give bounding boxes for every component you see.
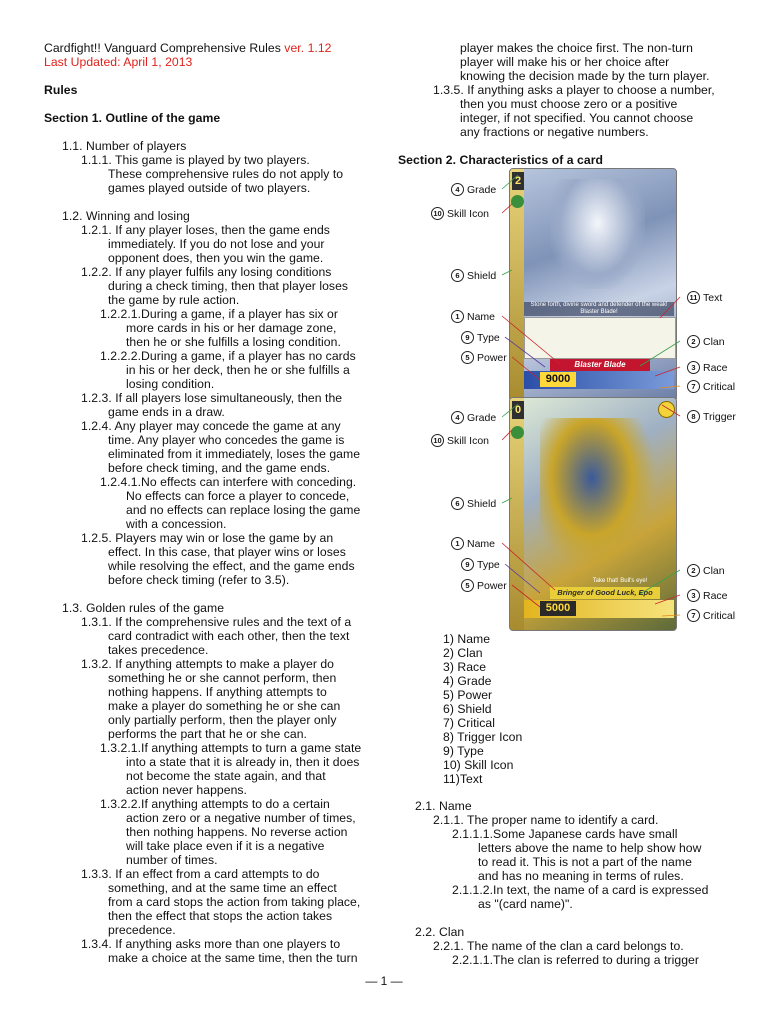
callout-text: Name (467, 310, 496, 323)
callout-label (687, 380, 735, 393)
last-updated: Last Updated: April 1, 2013 (44, 55, 193, 69)
circled-number-icon: 6 (451, 269, 464, 282)
callout-label (687, 335, 725, 348)
callout-label (461, 351, 507, 364)
text-line: 1.2.2.2.During a game, if a player has no cards (100, 349, 356, 363)
text-line: 1.3.3. If an effect from a card attempts to do (81, 867, 320, 881)
page-number: — 1 — (365, 974, 403, 988)
doc-version: ver. 1.12 (284, 41, 332, 55)
circled-number-icon: 9 (461, 331, 474, 344)
text-line: and no effects can replace losing the game (126, 503, 361, 517)
text-line: 1.2.1. If any player loses, then the game ends (81, 223, 330, 237)
text-line: No effects can force a player to concede, (126, 489, 350, 503)
text-line: takes precedence. (108, 643, 209, 657)
callout-label (431, 434, 489, 447)
text-line: losing condition. (126, 377, 215, 391)
text-line: with a concession. (126, 517, 227, 531)
text-line: 1.3.4. If anything asks more than one players to (81, 937, 341, 951)
callout-text: Type (477, 558, 500, 571)
section-heading: Section 2. Characteristics of a card (398, 153, 604, 167)
power-value: 9000 (540, 372, 576, 387)
text-line: something he or she cannot perform, then (108, 671, 337, 685)
circled-number-icon: 5 (461, 351, 474, 364)
text-line: 2.1.1.1.Some Japanese cards have small (452, 827, 678, 841)
text-line: 2.1. Name (415, 799, 472, 813)
callout-text: Shield (467, 269, 497, 282)
text-line: 1.2.3. If all players lose simultaneously, then the (81, 391, 343, 405)
text-line: 7) Critical (443, 716, 496, 730)
callout-text: Clan (703, 564, 725, 577)
callout-label (451, 411, 496, 424)
text-line: 1.1. Number of players (62, 139, 187, 153)
text-line: 2) Clan (443, 646, 483, 660)
callout-text: Grade (467, 411, 497, 424)
doc-title: Cardfight!! Vanguard Comprehensive Rules (44, 41, 281, 55)
callout-text: Race (703, 589, 728, 602)
text-line: action zero or a negative number of times, (126, 811, 356, 825)
callout-label (451, 183, 496, 196)
text-line: action never happens. (126, 783, 247, 797)
callout-label (687, 291, 722, 304)
text-line: 1.2.2.1.During a game, if a player has six or (100, 307, 338, 321)
callout-text: Power (477, 351, 507, 364)
text-line: 10) Skill Icon (443, 758, 514, 772)
circled-number-icon: 7 (687, 380, 700, 393)
text-line: 1.3. Golden rules of the game (62, 601, 225, 615)
text-line: 11)Text (443, 772, 483, 786)
card-name-bar: Blaster Blade (550, 359, 650, 371)
circled-number-icon: 7 (687, 609, 700, 622)
text-line: player makes the choice first. The non-turn (460, 41, 693, 55)
callout-text: Grade (467, 183, 497, 196)
circled-number-icon: 2 (687, 564, 700, 577)
text-line: 2.2.1.1.The clan is referred to during a trigger (452, 953, 699, 967)
callout-label (461, 331, 500, 344)
text-line: 1.2. Winning and losing (62, 209, 190, 223)
circled-number-icon: 1 (451, 310, 464, 323)
callout-text: Shield (467, 497, 497, 510)
circled-number-icon: 4 (451, 411, 464, 424)
circled-number-icon: 10 (431, 207, 444, 220)
text-line: while resolving the effect, and the game ends (108, 559, 355, 573)
callout-text: Power (477, 579, 507, 592)
callout-label (687, 564, 725, 577)
text-line: effect. In this case, that player wins or loses (108, 545, 346, 559)
text-line: 2.2.1. The name of the clan a card belongs to. (433, 939, 684, 953)
text-line: as "(card name)". (478, 897, 573, 911)
text-line: to read it. This is not a part of the name (478, 855, 692, 869)
callout-label (687, 589, 728, 602)
callout-text: Trigger (703, 410, 736, 423)
card-name-bar: Bringer of Good Luck, Epo (550, 587, 660, 599)
circled-number-icon: 9 (461, 558, 474, 571)
text-line: then nothing happens. No reverse action (126, 825, 348, 839)
text-line: 1.2.5. Players may win or lose the game by an (81, 531, 334, 545)
text-line: nothing happens. If anything attempts to (108, 685, 327, 699)
text-line: from a card stops the action from taking place, (108, 895, 361, 909)
callout-text: Name (467, 537, 496, 550)
text-line: not become the state again, and that (126, 769, 326, 783)
text-line: integer, if not specified. You cannot choose (460, 111, 694, 125)
text-line: 3) Race (443, 660, 487, 674)
callout-label (451, 497, 496, 510)
text-line: 6) Shield (443, 702, 492, 716)
text-line: eliminated from it immediately, loses the game (108, 447, 361, 461)
circled-number-icon: 2 (687, 335, 700, 348)
circled-number-icon: 11 (687, 291, 700, 304)
text-line: then you must choose zero or a positive (460, 97, 678, 111)
text-line: before check timing, and the game ends. (108, 461, 331, 475)
callout-text: Critical (703, 380, 736, 393)
text-line: 9) Type (443, 744, 484, 758)
text-line: 1.3.1. If the comprehensive rules and the text of a (81, 615, 352, 629)
callout-text: Skill Icon (447, 434, 490, 447)
text-line: during a check timing, then that player loses (108, 279, 349, 293)
rules-heading: Rules (44, 83, 78, 97)
callout-label (451, 537, 495, 550)
grade-icon: 0 (512, 401, 524, 419)
callout-text: Race (703, 361, 728, 374)
text-line: 1.3.2.1.If anything attempts to turn a game state (100, 741, 362, 755)
power-value: 5000 (540, 601, 576, 616)
text-line: only partially perform, then the player only (108, 713, 337, 727)
text-line: opponent does, then you win the game. (108, 251, 324, 265)
text-line: 1.2.2. If any player fulfils any losing conditions (81, 265, 332, 279)
text-line: performs the part that he or she can. (108, 727, 307, 741)
callout-text: Critical (703, 609, 736, 622)
callout-label (461, 558, 500, 571)
circled-number-icon: 3 (687, 361, 700, 374)
text-line: make a player do something he or she can (108, 699, 341, 713)
callout-text: Type (477, 331, 500, 344)
circled-number-icon: 5 (461, 579, 474, 592)
text-line: more cards in his or her damage zone, (126, 321, 337, 335)
circled-number-icon: 10 (431, 434, 444, 447)
callout-text: Clan (703, 335, 725, 348)
text-line: any fractions or negative numbers. (460, 125, 649, 139)
text-line: into a state that it is already in, then it does (126, 755, 360, 769)
text-line: 1.1.1. This game is played by two players. (81, 153, 310, 167)
text-line: 8) Trigger Icon (443, 730, 523, 744)
text-line: 2.1.1. The proper name to identify a card. (433, 813, 659, 827)
callout-label (431, 207, 489, 220)
text-line: then he or she fulfills a losing condition. (126, 335, 341, 349)
callout-label (687, 609, 735, 622)
text-line: will take place even if it is a negative (126, 839, 325, 853)
text-line: 1.3.2. If anything attempts to make a player do (81, 657, 335, 671)
card-flavor-text: Take that! Bull's eye! (592, 578, 648, 584)
text-line: 1.2.4. Any player may concede the game at any (81, 419, 341, 433)
circled-number-icon: 8 (687, 410, 700, 423)
text-line: knowing the decision made by the turn player. (460, 69, 710, 83)
text-line: the game by rule action. (108, 293, 240, 307)
text-line: 1.2.4.1.No effects can interfere with conceding. (100, 475, 357, 489)
text-line: make a choice at the same time, then the turn (108, 951, 358, 965)
grade-icon: 2 (512, 172, 524, 190)
text-line: time. Any player who concedes the game is (108, 433, 345, 447)
circled-number-icon: 4 (451, 183, 464, 196)
text-line: 1.3.2.2.If anything attempts to do a certain (100, 797, 330, 811)
text-line: something, and at the same time an effect (108, 881, 337, 895)
callout-label (687, 410, 736, 423)
callout-label (451, 310, 495, 323)
callout-label (461, 579, 507, 592)
text-line: 5) Power (443, 688, 493, 702)
card-flavor-text: Stone forth, divine sword and defender of the weak! Blaster Blade! (524, 302, 674, 316)
text-line: before check timing (refer to 3.5). (108, 573, 290, 587)
text-line: then the effect that stops the action takes (108, 909, 333, 923)
circled-number-icon: 1 (451, 537, 464, 550)
text-line: card contradict with each other, then the text (108, 629, 350, 643)
text-line: 2.2. Clan (415, 925, 465, 939)
text-line: and has no meaning in terms of rules. (478, 869, 684, 883)
text-line: letters above the name to help show how (478, 841, 702, 855)
text-line: immediately. If you do not lose and your (108, 237, 325, 251)
text-line: game ends in a draw. (108, 405, 225, 419)
text-line: These comprehensive rules do not apply to (108, 167, 344, 181)
text-line: precedence. (108, 923, 176, 937)
section-heading: Section 1. Outline of the game (44, 111, 221, 125)
circled-number-icon: 6 (451, 497, 464, 510)
text-line: in his or her deck, then he or she fulfills a (126, 363, 350, 377)
text-line: 1.3.5. If anything asks a player to choose a number, (433, 83, 715, 97)
text-line: player will make his or her choice after (460, 55, 670, 69)
text-line: 4) Grade (443, 674, 492, 688)
circled-number-icon: 3 (687, 589, 700, 602)
text-line: 2.1.1.2.In text, the name of a card is expressed (452, 883, 709, 897)
text-line: games played outside of two players. (108, 181, 311, 195)
callout-label (687, 361, 728, 374)
callout-text: Text (703, 291, 723, 304)
text-line: 1) Name (443, 632, 491, 646)
callout-label (451, 269, 496, 282)
text-line: number of times. (126, 853, 218, 867)
callout-text: Skill Icon (447, 207, 490, 220)
